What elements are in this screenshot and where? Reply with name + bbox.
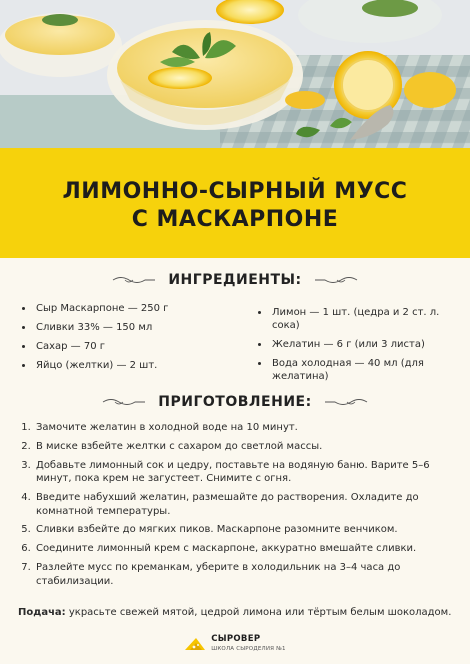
serving-label: Подача: <box>18 607 66 618</box>
brand-tagline: ШКОЛА СЫРОДЕЛИЯ №1 <box>211 646 286 652</box>
page-title <box>0 178 470 234</box>
list-item: • Лимон — 1 шт. (цедра и 2 ст. л. сока) <box>270 306 465 332</box>
step-item: 5. Сливки взбейте до мягких пиков. Маскарпоне разомните венчиком. <box>34 523 464 536</box>
list-item: • Сливки 33% — 150 мл <box>34 321 244 334</box>
list-item: • Яйцо (желтки) — 2 шт. <box>34 359 244 372</box>
hero-photo-mousse <box>0 0 470 165</box>
footer <box>0 634 470 660</box>
preparation-title: ПРИГОТОВЛЕНИЕ: <box>158 393 312 410</box>
ingredients-title: ИНГРЕДИЕНТЫ: <box>168 271 302 288</box>
serving-note <box>18 606 458 619</box>
title-line-1: ЛИМОННО-СЫРНЫЙ МУСС <box>62 179 408 204</box>
list-item: • Сыр Маскарпоне — 250 г <box>34 302 244 315</box>
step-item: 3. Добавьте лимонный сок и цедру, поставьте на водяную баню. Варите 5–6 минут, пока крем не загустеет. Снимите с огня. <box>34 459 464 486</box>
step-item: 4. Введите набухший желатин, размешайте до растворения. Охладите до комнатной температуры. <box>34 491 464 518</box>
step-item: 2. В миске взбейте желтки с сахаром до светлой массы. <box>34 440 464 453</box>
brand-name: СЫРОВЕР <box>211 634 261 644</box>
list-item: • Вода холодная — 40 мл (для желатина) <box>270 357 465 383</box>
step-item: 7. Разлейте мусс по креманкам, уберите в холодильник на 3–4 часа до стабилизации. <box>34 561 464 588</box>
step-item: 1. Замочите желатин в холодной воде на 10 минут. <box>34 421 464 434</box>
step-item: 6. Соедините лимонный крем с маскарпоне, аккуратно вмешайте сливки. <box>34 542 464 555</box>
ingredients-list-right <box>256 306 465 389</box>
ingredients-header <box>0 269 470 291</box>
list-item: • Сахар — 70 г <box>34 340 244 353</box>
preparation-steps <box>18 421 464 594</box>
preparation-header <box>0 391 470 413</box>
cheese-logo-icon <box>184 635 206 653</box>
serving-text: украсьте свежей мятой, цедрой лимона или тёртым белым шоколадом. <box>65 607 452 618</box>
ornament-left-icon <box>111 274 157 286</box>
brand-logo[interactable] <box>184 634 286 654</box>
title-line-2: С МАСКАРПОНЕ <box>131 207 339 232</box>
ornament-right-icon <box>313 274 359 286</box>
ingredients-list-left <box>20 302 244 378</box>
ornament-left-icon <box>101 396 147 408</box>
ornament-right-icon <box>323 396 369 408</box>
list-item: • Желатин — 6 г (или 3 листа) <box>270 338 465 351</box>
